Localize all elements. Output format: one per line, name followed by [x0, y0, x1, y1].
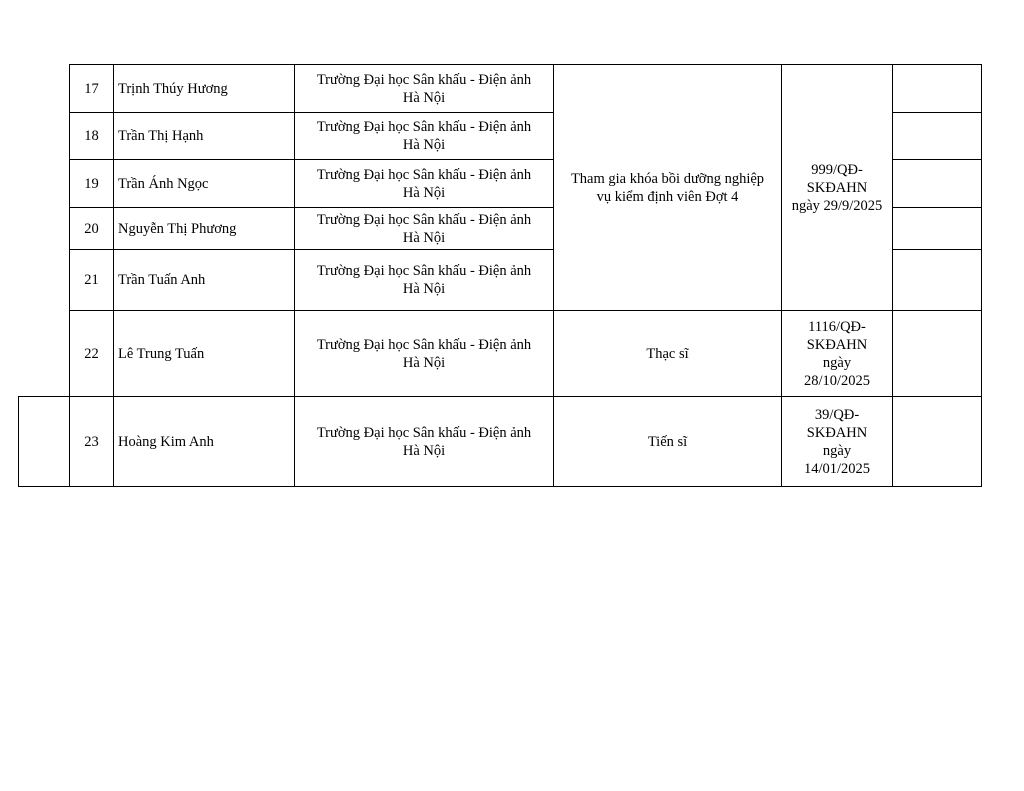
unit-line: Hà Nội: [402, 229, 446, 246]
unit-cell: [295, 397, 554, 487]
decision-line: ngày 29/9/2025: [791, 197, 883, 214]
decision-cell: [782, 65, 893, 311]
decision-line: SKĐAHN: [806, 336, 868, 353]
content-cell: Thạc sĩ: [554, 311, 782, 397]
decision-line: 14/01/2025: [803, 460, 871, 477]
unit-line: Trường Đại học Sân khấu - Điện ảnh: [316, 119, 532, 135]
content-cell: [554, 65, 782, 311]
decision-line: 39/QĐ-: [814, 406, 860, 423]
row-number: 20: [70, 208, 114, 250]
unit-line: Hà Nội: [402, 354, 446, 371]
note-cell: [893, 250, 982, 311]
unit-line: Trường Đại học Sân khấu - Điện ảnh: [316, 71, 532, 88]
gutter-cell: [19, 113, 70, 160]
gutter-cell: [19, 65, 70, 113]
gutter-cell: [19, 397, 70, 487]
person-name: Trịnh Thúy Hương: [114, 65, 295, 113]
unit-cell: [295, 65, 554, 113]
row-number: 22: [70, 311, 114, 397]
decision-cell: [782, 311, 893, 397]
unit-line: Trường Đại học Sân khấu - Điện ảnh: [316, 424, 532, 441]
decision-line: ngày: [822, 442, 852, 459]
decision-line: SKĐAHN: [806, 179, 868, 196]
unit-line: Hà Nội: [402, 442, 446, 459]
gutter-cell: [19, 160, 70, 208]
content-line: Tham gia khóa bồi dưỡng nghiệp: [570, 170, 765, 187]
decision-line: 999/QĐ-: [811, 161, 863, 178]
unit-cell: [295, 160, 554, 208]
person-name: Lê Trung Tuấn: [114, 311, 295, 397]
unit-cell: [295, 311, 554, 397]
row-number: 19: [70, 160, 114, 208]
table-row: [19, 65, 982, 113]
note-cell: [893, 397, 982, 487]
unit-line: Hà Nội: [402, 281, 446, 297]
table-row: [19, 311, 982, 397]
note-cell: [893, 311, 982, 397]
note-cell: [893, 208, 982, 250]
row-number: 23: [70, 397, 114, 487]
note-cell: [893, 65, 982, 113]
row-number: 17: [70, 65, 114, 113]
decision-line: SKĐAHN: [806, 424, 868, 441]
unit-cell: [295, 113, 554, 160]
table-row: [19, 397, 982, 487]
decision-cell: [782, 397, 893, 487]
unit-line: Trường Đại học Sân khấu - Điện ảnh: [316, 336, 532, 353]
decision-line: 1116/QĐ-: [808, 318, 866, 335]
gutter-cell: [19, 208, 70, 250]
unit-line: Trường Đại học Sân khấu - Điện ảnh: [316, 166, 532, 183]
unit-line: Hà Nội: [402, 137, 446, 153]
unit-line: Trường Đại học Sân khấu - Điện ảnh: [316, 263, 532, 279]
row-number: 21: [70, 250, 114, 311]
note-cell: [893, 160, 982, 208]
unit-line: Trường Đại học Sân khấu - Điện ảnh: [316, 211, 532, 228]
unit-line: Hà Nội: [402, 89, 446, 106]
person-name: Nguyễn Thị Phương: [114, 208, 295, 250]
unit-cell: [295, 250, 554, 311]
row-number: 18: [70, 113, 114, 160]
note-cell: [893, 113, 982, 160]
unit-line: Hà Nội: [402, 184, 446, 201]
person-name: Trần Tuấn Anh: [114, 250, 295, 311]
unit-cell: [295, 208, 554, 250]
person-name: Hoàng Kim Anh: [114, 397, 295, 487]
person-name: Trần Thị Hạnh: [114, 113, 295, 160]
decision-line: 28/10/2025: [803, 372, 871, 389]
content-cell: Tiến sĩ: [554, 397, 782, 487]
gutter-cell: [19, 311, 70, 397]
person-name: Trần Ánh Ngọc: [114, 160, 295, 208]
gutter-cell: [19, 250, 70, 311]
decision-line: ngày: [822, 354, 852, 371]
content-line: vụ kiểm định viên Đợt 4: [596, 188, 739, 205]
staff-record-table: [18, 64, 982, 487]
